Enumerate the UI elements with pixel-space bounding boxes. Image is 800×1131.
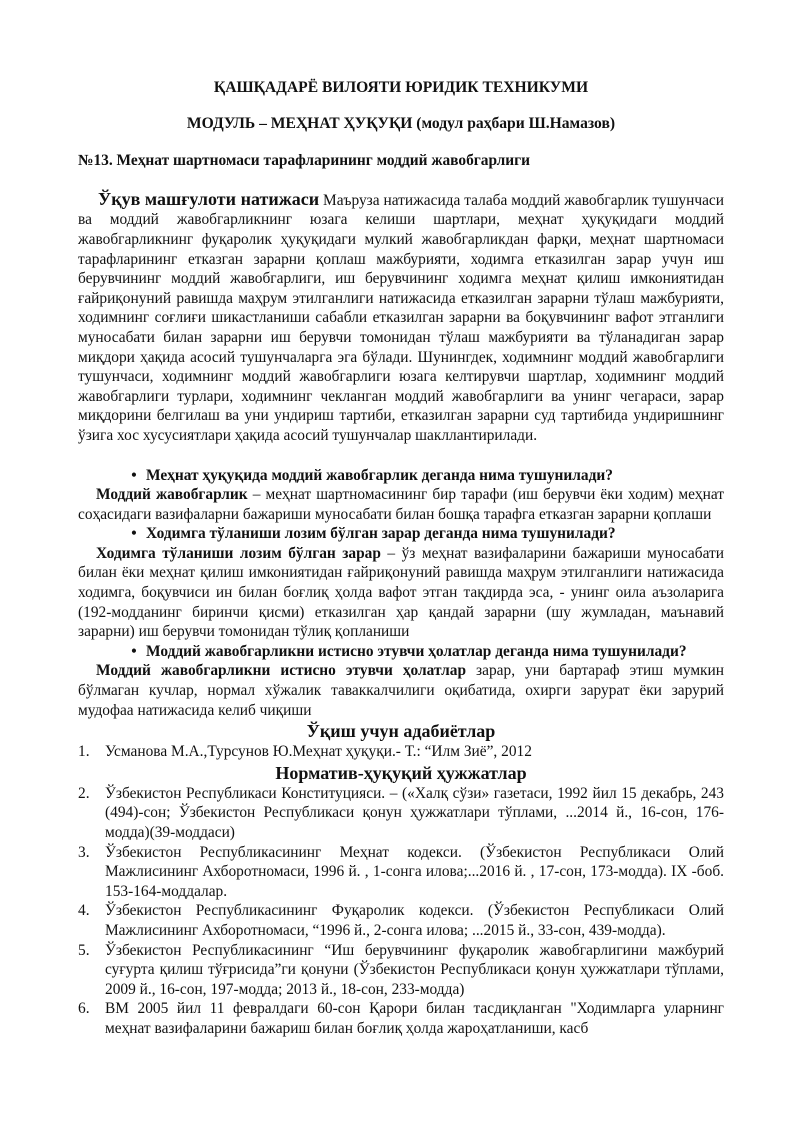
normative-title: Норматив-ҳуқуқий ҳужжатлар — [275, 762, 527, 783]
reference-number: 1. — [78, 743, 90, 761]
answer-3 — [78, 661, 724, 720]
reference-number: 6. — [78, 1000, 90, 1018]
bullet-icon: • — [131, 642, 137, 660]
reference-text: Ўзбекистон Республикаси Конституцияси. – («Халқ сўзи» газетаси, 1992 йил 15 декабрь, 243 (494)-сон; Ўзбекистон Республикаси қонун ҳужжатлари тўплами, ...2014 й., 16-сон, 176-модда)(39-моддаси) — [105, 784, 724, 841]
literature-title: Ўқиш учун адабиётлар — [306, 721, 496, 742]
answer-2-text: – ўз меҳнат вазифаларини бажариши муносабати билан ёки меҳнат қилиш имкониятидан ғайриқонуний равишда маҳрум этилганлиги натижасида ходимга, боқувчиси ин билан боғлиқ ҳолда вафот этган тақдирда эса, - унинг оила аъзоларига (192-модданинг биринчи қисми) етказилган ҳар қандай зарарни (шу жумладан, маънавий зарарни) иш берувчи томонидан тўлиқ қопланиши — [78, 544, 724, 641]
reference-number: 4. — [78, 902, 90, 920]
bullet-icon: • — [131, 525, 137, 543]
bullet-icon: • — [131, 466, 137, 484]
reference-item — [78, 843, 724, 902]
module-title: МОДУЛЬ – МЕҲНАТ ҲУҚУҚИ (модул раҳбари Ш.Намазов) — [186, 114, 616, 132]
normative-list — [78, 784, 724, 1039]
qa-block-2 — [78, 524, 724, 642]
reference-text: Усманова М.А.,Турсунов Ю.Меҳнат ҳуқуқи.- Т.: “Илм Зиё”, 2012 — [105, 743, 532, 761]
question-3-text: Моддий жавобгарликни истисно этувчи ҳолатлар деганда нима тушунилади? — [146, 642, 687, 660]
answer-2-term: Ходимга тўланиши лозим бўлган зарар — [96, 544, 381, 562]
learning-outcome-paragraph — [78, 190, 724, 446]
question-3 — [78, 642, 724, 662]
reference-text: Ўзбекистон Республикасининг Фуқаролик кодекси. (Ўзбекистон Республикаси Олий Мажлисининг Ахборотномаси, “1996 й., 2-сонга илова; ...2015 й., 33-сон, 439-модда). — [105, 902, 724, 939]
institution-title: ҚАШҚАДАРЁ ВИЛОЯТИ ЮРИДИК ТЕХНИКУМИ — [213, 79, 589, 96]
qa-block-3 — [78, 642, 724, 720]
answer-3-term: Моддий жавобгарликни истисно этувчи ҳолатлар — [96, 662, 467, 680]
reference-item — [78, 901, 724, 940]
spacer — [78, 446, 724, 466]
answer-1-text: – меҳнат шартномасининг бир тарафи (иш берувчи ёки ходим) меҳнат соҳасидаги вазифаларни бажариши муносабати билан бошқа тарафга етказган зарарни қоплаши — [78, 486, 724, 523]
reference-text: Ўзбекистон Республикасининг Меҳнат кодекси. (Ўзбекистон Республикаси Олий Мажлисининг Ахборотномаси, 1996 й. , 1-сонга илова;...2016 й. , 17-сон, 173-модда). IX -боб. 153-164-моддалар. — [105, 843, 724, 900]
reference-text: ВМ 2005 йил 11 февралдаги 60-сон Қарори билан тасдиқланган "Ходимларга уларнинг меҳнат вазифаларини бажариш билан боғлиқ ҳолда жароҳатланиши, касб — [105, 1000, 724, 1037]
answer-2 — [78, 544, 724, 642]
question-1-text: Меҳнат ҳуқуқида моддий жавобгарлик деганда нима тушунилади? — [146, 466, 613, 484]
answer-1-term: Моддий жавобгарлик — [96, 486, 248, 504]
reference-text: Ўзбекистон Республикасининг “Иш берувчининг фуқаролик жавобгарлигини мажбурий суғурта қилиш тўғрисида”ги қонуни (Ўзбекистон Республикаси қонун ҳужжатлари тўплами, 2009 й., 16-сон, 197-модда; 2013 й., 18-сон, 233-модда) — [105, 941, 724, 998]
question-1 — [78, 466, 724, 486]
reference-item — [78, 742, 724, 762]
question-2 — [78, 524, 724, 544]
learning-outcome-text: Маъруза натижасида талаба моддий жавобгарлик тушунчаси ва моддий жавобгарликнинг юзага келиши шартлари, меҳнат ҳуқуқидаги моддий жавобгарликнинг фуқаролик ҳуқуқидаги мулкий жавобгарликдан фарқи, меҳнат шартномаси тарафларининг етказган зарарни қоплаш мажбурияти, ходимга етказилган зарар учун иш берувчининг моддий жавобгарлиги, иш берувчининг ходимга меҳнат қилиш имкониятидан ғайриқонуний равишда маҳрум этилганлиги натижасида етказилган зарарни тўлаш мажбурияти, ходимнинг соғлиғи шикастланиши сабабли етказилган зарарни ва боқувчининг вафот этганлиги муносабати билан зарарни иш берувчи томонидан тўлаш мажбурияти ва тўланадиган зарар миқдори ҳақида асосий тушунчаларга эга бўлади. Шунингдек, ходимнинг моддий жавобгарлиги тушунчаси, ходимнинг моддий жавобгарлиги юзага келтирувчи шартлар, ходимнинг моддий жавобгарлиги турлари, ходимнинг чекланган моддий жавобгарлиги ва унинг чегараси, зарар миқдорини белгилаш ва уни ундириш тартиби, етказилган зарарни суд тартибида ундиришнинг ўзига хос хусусиятлари ҳақида асосий тушунчалар шакллантирилади. — [78, 191, 725, 444]
reference-item — [78, 999, 724, 1038]
reference-number: 5. — [78, 941, 90, 959]
topic-title: №13. Меҳнат шартномаси тарафларининг моддий жавобгарлиги — [78, 152, 530, 170]
learning-outcome-lead: Ўқув машғулоти натижаси — [98, 188, 320, 209]
reference-item — [78, 784, 724, 843]
reference-item — [78, 941, 724, 1000]
question-2-text: Ходимга тўланиши лозим бўлган зарар деганда нима тушунилади? — [146, 525, 616, 543]
literature-list — [78, 742, 724, 762]
answer-3-text: зарар, уни бартараф этиш мумкин бўлмаган кучлар, нормал хўжалик таваккалчилиги оқибатида, охирги зарурат ёки зарурий мудофаа натижасида келиб чиқиши — [78, 662, 725, 719]
answer-1 — [78, 485, 724, 524]
reference-number: 3. — [78, 843, 90, 861]
reference-number: 2. — [78, 784, 90, 802]
qa-block-1 — [78, 466, 724, 525]
